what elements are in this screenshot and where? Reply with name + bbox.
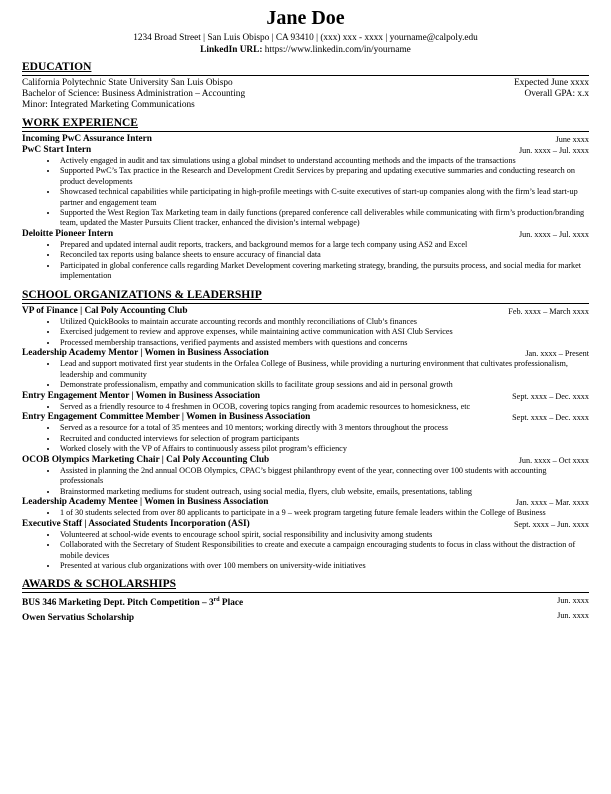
bullet-item: • Exercised judgement to review and approve expenses, while maintaining active communication with ASI Club Services <box>58 327 589 337</box>
entry <box>22 348 589 390</box>
award-title-superscript: rd <box>213 597 220 604</box>
bullet-item: • Collaborated with the Secretary of Student Responsibilities to create and execute a campaign encouraging students to focus in class without the distraction of mobile devices <box>58 540 589 561</box>
entry <box>22 519 589 572</box>
bullet-item: • Participated in global conference calls regarding Market Development covering marketing strategy, branding, the pursuits process, and social media for market implementation <box>58 261 589 282</box>
bullet-item: • Processed membership transactions, verified payments and assisted members with questions and concerns <box>58 338 589 348</box>
bullet-item: • Utilized QuickBooks to maintain accurate accounting records and monthly reconciliations of Club’s finances <box>58 317 589 327</box>
education-meta: Expected June xxxx <box>514 78 589 88</box>
education-rows <box>22 78 589 112</box>
entry-role: Entry Engagement Mentor | Women in Business Association <box>22 390 261 401</box>
bullet-item: • 1 of 30 students selected from over 80 applicants to participate in a 9 – week program targeting future female leaders within the College of Business <box>58 508 589 518</box>
bullet-list <box>22 317 589 348</box>
bullet-item: • Supported PwC’s Tax practice in the Research and Development Credit Services by preparing and updating executive summaries and conducting research on product developments <box>58 166 589 187</box>
bullet-item: • Prepared and updated internal audit reports, trackers, and background memos for a large tech company using AS2 and Excel <box>58 240 589 250</box>
bullet-item: • Presented at various club organizations with over 100 members on university-wide initiatives <box>58 561 589 571</box>
entry-header <box>22 391 589 402</box>
linkedin-url[interactable]: https://www.linkedin.com/in/yourname <box>264 45 411 55</box>
bullet-list <box>22 359 589 390</box>
section-heading: AWARDS & SCHOLARSHIPS <box>22 578 589 593</box>
entry-header <box>22 497 589 508</box>
education-detail: Bachelor of Science: Business Administration – Accounting <box>22 89 246 100</box>
section-heading: WORK EXPERIENCE <box>22 117 589 132</box>
education-meta: Overall GPA: x.x <box>524 89 589 100</box>
award-title-text: Owen Servatius Scholarship <box>22 612 135 623</box>
education-detail: Minor: Integrated Marketing Communications <box>22 100 195 111</box>
entry-date: Jun. xxxx – Jul. xxxx <box>518 145 589 155</box>
entry-role: VP of Finance | Cal Poly Accounting Club <box>22 305 188 316</box>
entry <box>22 391 589 413</box>
entry-header <box>22 306 589 317</box>
bullet-list <box>22 466 589 497</box>
organization-entries <box>22 306 589 572</box>
education-row <box>22 100 589 111</box>
bullet-item: • Assisted in planning the 2nd annual OCOB Olympics, CPAC’s biggest philanthropy event of the year, connecting over 100 students with accounting professionals <box>58 466 589 487</box>
section-heading: EDUCATION <box>22 61 589 76</box>
bullet-item: • Reconciled tax reports using balance sheets to ensure accuracy of financial data <box>58 250 589 260</box>
entry-role: Leadership Academy Mentee | Women in Business Association <box>22 496 269 507</box>
education-section <box>22 61 589 112</box>
entry-role: Entry Engagement Committee Member | Women in Business Association <box>22 412 311 423</box>
entry-header <box>22 455 589 466</box>
bullet-item: • Served as a friendly resource to 4 freshmen in OCOB, covering topics ranging from academic resources to homesickness, etc <box>58 402 589 412</box>
award-row <box>22 595 589 609</box>
bullet-list <box>22 508 589 518</box>
entry-role: PwC Start Intern <box>22 144 92 155</box>
education-row <box>22 89 589 100</box>
award-date: Jun. xxxx <box>557 596 589 606</box>
award-title-text: BUS 346 Marketing Dept. Pitch Competition – 3 <box>22 598 214 609</box>
award-title <box>22 595 243 609</box>
entry-header <box>22 412 589 423</box>
awards-section <box>22 578 589 624</box>
entry-date: Feb. xxxx – March xxxx <box>508 306 589 316</box>
section-heading: SCHOOL ORGANIZATIONS & LEADERSHIP <box>22 289 589 304</box>
contact-line: 1234 Broad Street | San Luis Obispo | CA 93410 | (xxx) xxx - xxxx | yourname@calpoly.edu <box>133 33 478 43</box>
entry <box>22 455 589 497</box>
entry-header <box>22 134 589 145</box>
entry-role: Executive Staff | Associated Students Incorporation (ASI) <box>22 518 250 529</box>
linkedin-label: LinkedIn URL: <box>200 45 263 55</box>
entry-date: Jan. xxxx – Present <box>525 349 589 359</box>
bullet-item: • Worked closely with the VP of Affairs to continuously assess pilot program’s efficiency <box>58 444 589 454</box>
entry <box>22 134 589 145</box>
entry-date: Sept. xxxx – Jun. xxxx <box>513 519 589 529</box>
entry-role: OCOB Olympics Marketing Chair | Cal Poly Accounting Club <box>22 454 270 465</box>
bullet-item: • Volunteered at school-wide events to encourage school spirit, social responsibility and inclusivity among students <box>58 530 589 540</box>
bullet-list <box>22 402 589 412</box>
bullet-list <box>22 423 589 454</box>
education-row <box>22 78 589 89</box>
entry-role: Incoming PwC Assurance Intern <box>22 133 152 144</box>
entry <box>22 229 589 282</box>
entry-date: Jun. xxxx – Jul. xxxx <box>518 229 589 239</box>
bullet-item: • Brainstormed marketing mediums for student outreach, using social media, flyers, club website, emails, presentations, tabling <box>58 487 589 497</box>
bullet-item: • Recruited and conducted interviews for selection of program participants <box>58 434 589 444</box>
work-entries <box>22 134 589 282</box>
entry <box>22 497 589 519</box>
entry-role: Leadership Academy Mentor | Women in Business Association <box>22 348 269 359</box>
bullet-item: • Demonstrate professionalism, empathy and communication skills to facilitate group sessions and aid in personal growth <box>58 380 589 390</box>
education-detail: California Polytechnic State University San Luis Obispo <box>22 78 233 88</box>
award-date: Jun. xxxx <box>557 610 589 620</box>
award-title-suffix: Place <box>219 598 244 609</box>
resume-name: Jane Doe <box>266 7 345 29</box>
organizations-section <box>22 289 589 572</box>
entry <box>22 145 589 229</box>
entry <box>22 306 589 348</box>
award-entries <box>22 595 589 624</box>
entry-date: Sept. xxxx – Dec. xxxx <box>512 391 589 401</box>
linkedin-line <box>22 44 589 56</box>
bullet-list <box>22 530 589 572</box>
entry-header <box>22 145 589 156</box>
entry-header <box>22 519 589 530</box>
bullet-item: • Supported the West Region Tax Marketing team in daily functions (prepared conference call deliverables while communicating with firm’s production/branding team, updated the Master Pursuits Client tracker, enhanced the division’s internal webpage) <box>58 208 589 229</box>
award-title <box>22 610 134 624</box>
entry-date: Jun. xxxx – Oct xxxx <box>518 455 589 465</box>
entry-date: Jan. xxxx – Mar. xxxx <box>515 497 589 507</box>
bullet-item: • Actively engaged in audit and tax simulations using a global mindset to understand accounting methods and the impacts of the transactions <box>58 156 589 166</box>
entry-header <box>22 229 589 240</box>
entry <box>22 412 589 454</box>
bullet-list <box>22 240 589 282</box>
bullet-list <box>22 156 589 229</box>
bullet-item: • Showcased technical capabilities while participating in high-profile meetings with C-suite executives of start-up companies along with the firm’s lead start-up partner and engagement team <box>58 187 589 208</box>
bullet-item: • Lead and support motivated first year students in the Orfalea College of Business, while providing a nurturing environment that cultivates professionalism, leadership and community <box>58 359 589 380</box>
entry-date: Sept. xxxx – Dec. xxxx <box>512 413 589 423</box>
entry-role: Deloitte Pioneer Intern <box>22 228 114 239</box>
work-experience-section <box>22 117 589 282</box>
award-row <box>22 610 589 624</box>
entry-date: June xxxx <box>555 134 589 144</box>
entry-header <box>22 348 589 359</box>
bullet-item: • Served as a resource for a total of 35 mentees and 10 mentors; working directly with 3 mentors throughout the process <box>58 423 589 433</box>
